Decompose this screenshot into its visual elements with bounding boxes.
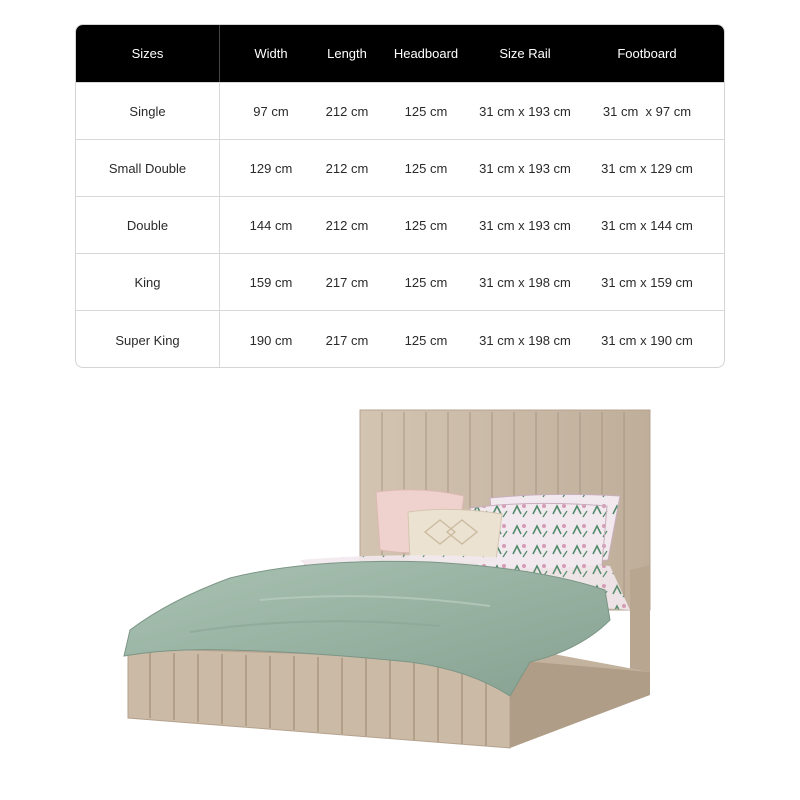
row-size-rail: 31 cm x 193 cm [479, 160, 571, 176]
table-row [76, 310, 724, 368]
row-footboard: 31 cm x 129 cm [601, 160, 693, 176]
header-size-rail: Size Rail [499, 46, 551, 61]
row-width: 97 cm [253, 103, 289, 119]
row-width: 144 cm [249, 217, 293, 233]
row-size-rail: 31 cm x 193 cm [479, 103, 571, 119]
row-footboard: 31 cm x 190 cm [601, 332, 693, 348]
header-length: Length [327, 46, 367, 61]
row-length: 212 cm [325, 217, 369, 233]
row-size-name: Super King [76, 311, 220, 368]
row-length: 212 cm [325, 103, 369, 119]
header-headboard: Headboard [393, 46, 459, 61]
bed-product-image [110, 400, 670, 760]
row-size-name: Double [76, 197, 220, 253]
row-footboard: 31 cm x 144 cm [601, 217, 693, 233]
row-footboard: 31 cm x 159 cm [601, 274, 693, 290]
row-length: 212 cm [325, 160, 369, 176]
row-size-name: Single [76, 83, 220, 139]
row-headboard: 125 cm [404, 217, 448, 233]
table-row [76, 82, 724, 139]
header-width: Width [254, 46, 288, 61]
row-width: 159 cm [249, 274, 293, 290]
row-length: 217 cm [325, 274, 369, 290]
row-width: 129 cm [249, 160, 293, 176]
row-headboard: 125 cm [404, 103, 448, 119]
table-header-row [76, 25, 724, 82]
row-size-name: Small Double [76, 140, 220, 196]
row-headboard: 125 cm [404, 160, 448, 176]
bed-base [128, 646, 650, 748]
row-length: 217 cm [325, 332, 369, 348]
row-footboard: 31 cm x 97 cm [602, 103, 692, 119]
header-sizes: Sizes [76, 25, 220, 82]
row-width: 190 cm [249, 332, 293, 348]
size-table [75, 24, 725, 368]
row-headboard: 125 cm [404, 332, 448, 348]
table-row [76, 196, 724, 253]
row-headboard: 125 cm [404, 274, 448, 290]
table-row [76, 139, 724, 196]
row-size-rail: 31 cm x 193 cm [479, 217, 571, 233]
table-row [76, 253, 724, 310]
row-size-name: King [76, 254, 220, 310]
row-size-rail: 31 cm x 198 cm [479, 274, 571, 290]
row-size-rail: 31 cm x 198 cm [479, 332, 571, 348]
header-footboard: Footboard [617, 46, 677, 61]
